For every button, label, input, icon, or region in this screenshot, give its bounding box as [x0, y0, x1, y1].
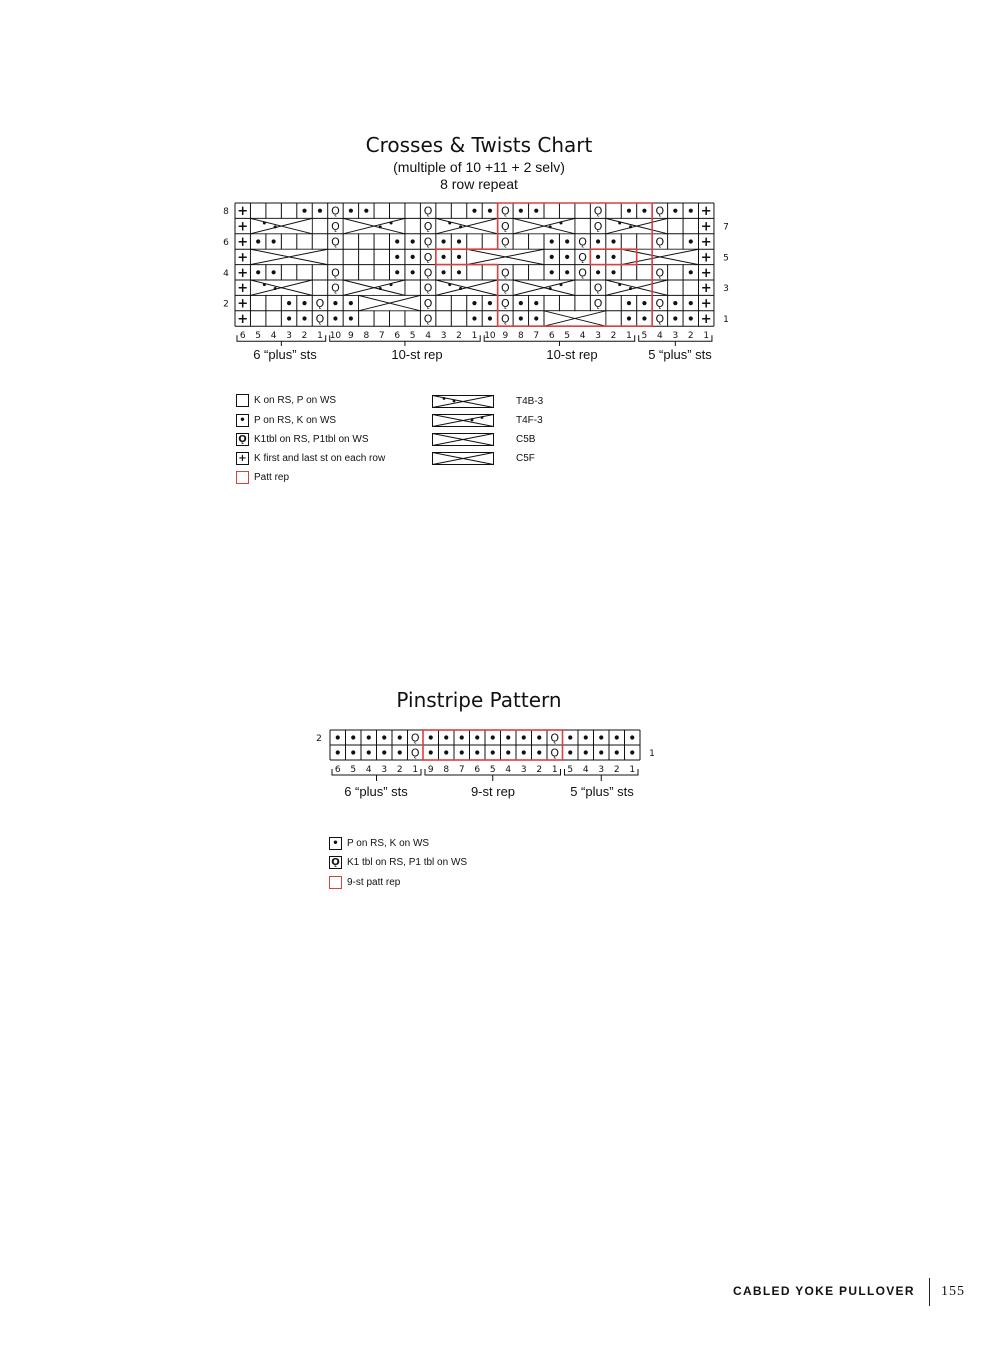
stitch-number: 2 — [456, 331, 462, 342]
cable-dot — [263, 283, 266, 286]
c5f-cable-icon — [432, 452, 494, 465]
purl-stitch — [441, 239, 445, 243]
purl-stitch — [429, 750, 433, 754]
chart1-range-plus6: 6 “plus” sts — [253, 347, 317, 362]
purl-stitch — [333, 301, 337, 305]
purl-stitch — [488, 316, 492, 320]
cable-dot — [448, 283, 451, 286]
selvage-stitch: + — [237, 204, 249, 220]
legend2-k1tbl-label: K1 tbl on RS, P1 tbl on WS — [347, 857, 468, 868]
twisted-stitch: Ǫ — [315, 297, 325, 311]
selvage-stitch: + — [237, 312, 249, 327]
twisted-stitch: Ǫ — [593, 297, 603, 311]
range-bracket — [237, 335, 326, 341]
stitch-number: 2 — [687, 331, 694, 342]
selvage-stitch: + — [700, 219, 712, 235]
t4f-cable-icon — [432, 414, 494, 427]
twisted-stitch: Ǫ — [501, 220, 510, 234]
twisted-stitch: Ǫ — [331, 281, 340, 295]
legend-selvage-label: K first and last st on each row — [254, 453, 386, 464]
purl-stitch — [689, 239, 693, 243]
selvage-stitch: + — [700, 250, 712, 266]
stitch-number: 8 — [517, 331, 524, 342]
row-number-left: 4 — [223, 268, 229, 279]
legend-purl-label: P on RS, K on WS — [254, 415, 337, 426]
stitch-number: 5 — [567, 765, 574, 775]
stitch-number: 5 — [350, 765, 357, 775]
purl-stitch — [488, 209, 492, 213]
legend-c5b-label: C5B — [516, 434, 536, 445]
legend-k1tbl-label: K1tbl on RS, P1tbl on WS — [254, 434, 369, 445]
twisted-stitch: Ǫ — [501, 281, 510, 295]
cable-dot — [448, 222, 451, 225]
selvage-stitch: + — [700, 204, 712, 220]
knit-symbol-icon — [236, 394, 249, 407]
chart1-range-rep-a: 10-st rep — [391, 347, 443, 362]
twisted-stitch: Ǫ — [655, 297, 665, 311]
purl-stitch — [599, 735, 603, 739]
twisted-stitch: Ǫ — [550, 731, 560, 745]
twisted-stitch: Ǫ — [501, 297, 510, 311]
stitch-number: 9 — [348, 331, 354, 342]
legend2-purl-label: P on RS, K on WS — [347, 838, 430, 849]
purl-stitch — [565, 270, 569, 274]
purl-stitch — [349, 301, 353, 305]
twisted-stitch: Ǫ — [655, 266, 665, 280]
legend2-purl — [329, 837, 429, 850]
twisted-stitch: Ǫ — [331, 204, 340, 218]
purl-stitch — [611, 239, 615, 243]
purl-stitch — [615, 750, 619, 754]
purl-stitch — [472, 209, 476, 213]
legend-patt-rep-label: Patt rep — [254, 472, 290, 483]
stitch-number: 2 — [301, 331, 308, 342]
purl-stitch — [491, 750, 495, 754]
t4b-cable-icon — [432, 395, 494, 408]
legend-t4f — [432, 414, 543, 427]
legend-patt-rep — [236, 471, 289, 484]
cable-dot — [263, 222, 266, 225]
twisted-stitch: Ǫ — [331, 220, 340, 234]
purl-stitch — [256, 270, 260, 274]
chart2-title: Pinstripe Pattern — [396, 688, 562, 712]
purl-stitch — [444, 735, 448, 739]
twisted-stitch: Ǫ — [501, 312, 510, 326]
selvage-stitch: + — [237, 250, 249, 266]
purl-stitch — [584, 735, 588, 739]
purl-stitch — [506, 750, 510, 754]
purl-stitch — [488, 301, 492, 305]
stitch-number: 4 — [365, 765, 372, 775]
purl-stitch — [441, 255, 445, 259]
purl-stitch — [550, 270, 554, 274]
purl-stitch — [272, 270, 276, 274]
row-number-right: 7 — [723, 222, 729, 233]
cable-dot — [549, 287, 552, 290]
purl-stitch — [611, 255, 615, 259]
purl-dot-icon: • — [329, 837, 342, 850]
stitch-number: 3 — [286, 331, 292, 342]
selvage-stitch: + — [700, 265, 712, 281]
stitch-number: 1 — [626, 331, 632, 342]
legend-c5f — [432, 452, 535, 465]
cable-dot — [629, 225, 632, 228]
purl-stitch — [287, 316, 291, 320]
purl-stitch — [395, 239, 399, 243]
purl-stitch — [506, 735, 510, 739]
stitch-number: 4 — [657, 331, 663, 342]
pattern-repeat-outline-icon — [329, 876, 342, 889]
stitch-number: 2 — [613, 765, 620, 775]
selvage-stitch: + — [237, 281, 249, 297]
purl-stitch — [398, 735, 402, 739]
stitch-number: 3 — [520, 765, 527, 775]
purl-stitch — [302, 301, 306, 305]
purl-stitch — [475, 735, 479, 739]
purl-stitch — [568, 750, 572, 754]
twisted-stitch: Ǫ — [593, 281, 603, 295]
selvage-stitch: + — [700, 312, 712, 327]
purl-stitch — [630, 750, 634, 754]
stitch-number: 5 — [641, 331, 648, 342]
purl-stitch — [336, 735, 340, 739]
stitch-number: 4 — [425, 331, 431, 342]
stitch-number: 8 — [363, 331, 370, 342]
selvage-stitch: + — [700, 235, 712, 250]
purl-stitch — [302, 209, 306, 213]
legend-k1tbl — [236, 433, 369, 446]
footer-divider — [929, 1278, 930, 1306]
purl-stitch — [689, 270, 693, 274]
purl-stitch — [349, 316, 353, 320]
twisted-stitch: Ǫ — [593, 220, 603, 234]
cable-dot — [274, 225, 277, 228]
purl-stitch — [673, 316, 677, 320]
chart1-subtitle-multiple: (multiple of 10 +11 + 2 selv) — [393, 159, 565, 175]
chart1-subtitle-repeat: 8 row repeat — [440, 176, 518, 192]
stitch-number: 7 — [378, 331, 385, 342]
purl-stitch — [673, 209, 677, 213]
twisted-stitch: Ǫ — [550, 746, 560, 760]
twisted-stitch: Ǫ — [655, 204, 665, 218]
cable-dot — [549, 225, 552, 228]
purl-stitch — [565, 239, 569, 243]
purl-stitch — [534, 316, 538, 320]
purl-stitch — [395, 270, 399, 274]
purl-stitch — [395, 255, 399, 259]
purl-stitch — [411, 255, 415, 259]
purl-stitch — [429, 735, 433, 739]
row-number-left: 2 — [316, 734, 322, 744]
selvage-stitch: + — [700, 281, 712, 297]
twisted-stitch: Ǫ — [423, 297, 433, 311]
stitch-number: 3 — [381, 765, 388, 775]
twisted-stitch: Ǫ — [423, 250, 433, 264]
purl-stitch — [351, 735, 355, 739]
chart2-range-plus5: 5 “plus” sts — [570, 784, 634, 799]
running-footer-title: CABLED YOKE PULLOVER — [733, 1284, 915, 1298]
range-bracket — [332, 769, 421, 775]
twisted-stitch: Ǫ — [331, 235, 340, 249]
legend-t4b-label: T4B-3 — [516, 396, 544, 407]
stitch-number: 1 — [551, 765, 558, 775]
purl-stitch — [336, 750, 340, 754]
purl-stitch — [460, 750, 464, 754]
legend-knit-label: K on RS, P on WS — [254, 395, 337, 406]
purl-stitch — [627, 209, 631, 213]
purl-stitch — [599, 750, 603, 754]
selvage-stitch: + — [700, 296, 712, 312]
purl-stitch — [630, 735, 634, 739]
selvage-stitch: + — [237, 265, 249, 281]
legend-c5f-label: C5F — [516, 453, 535, 464]
purl-stitch — [460, 735, 464, 739]
purl-stitch — [472, 301, 476, 305]
purl-stitch — [475, 750, 479, 754]
purl-stitch — [689, 209, 693, 213]
stitch-number: 1 — [412, 765, 419, 775]
stitch-number: 7 — [458, 765, 465, 775]
twisted-stitch: Ǫ — [655, 235, 665, 249]
stitch-number: 6 — [548, 331, 555, 342]
twisted-stitch: Ǫ — [315, 312, 325, 326]
cable-dot — [618, 222, 621, 225]
selvage-stitch: + — [237, 235, 249, 250]
twisted-stitch-icon: Ǫ — [236, 433, 249, 446]
purl-stitch — [491, 735, 495, 739]
cable-dot — [274, 287, 277, 290]
purl-stitch — [367, 735, 371, 739]
twisted-stitch: Ǫ — [423, 235, 433, 249]
legend-purl — [236, 414, 336, 427]
row-number-right: 5 — [723, 253, 729, 264]
stitch-number: 5 — [255, 331, 262, 342]
chart1-range-rep-b: 10-st rep — [546, 347, 598, 362]
stitch-number: 6 — [239, 331, 246, 342]
legend-c5b — [432, 433, 535, 446]
row-number-right: 3 — [723, 284, 729, 295]
purl-stitch — [272, 239, 276, 243]
purl-stitch — [519, 209, 523, 213]
stitch-number: 9 — [427, 765, 434, 775]
twisted-stitch: Ǫ — [423, 281, 433, 295]
twisted-stitch: Ǫ — [578, 235, 587, 249]
stitch-number: 5 — [489, 765, 496, 775]
twisted-stitch: Ǫ — [331, 266, 340, 280]
purl-stitch — [596, 255, 600, 259]
stitch-number: 3 — [440, 331, 447, 342]
purl-stitch — [472, 316, 476, 320]
row-number-left: 2 — [223, 299, 229, 310]
purl-stitch — [519, 316, 523, 320]
purl-stitch — [333, 316, 337, 320]
purl-stitch — [689, 316, 693, 320]
crosses-twists-chart-grid — [210, 198, 740, 346]
purl-stitch — [584, 750, 588, 754]
stitch-number: 6 — [474, 765, 481, 775]
purl-stitch — [457, 270, 461, 274]
cable-dot — [559, 283, 562, 286]
cable-dot — [390, 222, 393, 225]
twisted-stitch: Ǫ — [423, 220, 433, 234]
chart2-range-plus6: 6 “plus” sts — [344, 784, 408, 799]
stitch-number: 3 — [595, 331, 601, 342]
stitch-number: 5 — [564, 331, 571, 342]
purl-stitch — [349, 209, 353, 213]
purl-stitch — [642, 209, 646, 213]
stitch-number: 1 — [629, 765, 636, 775]
purl-stitch — [367, 750, 371, 754]
twisted-stitch: Ǫ — [578, 250, 587, 264]
twisted-stitch: Ǫ — [410, 731, 420, 745]
cable-dot — [629, 287, 632, 290]
purl-stitch — [673, 301, 677, 305]
legend2-k1tbl — [329, 856, 467, 869]
purl-stitch — [256, 239, 260, 243]
row-number-left: 8 — [223, 207, 229, 218]
purl-stitch — [537, 750, 541, 754]
twisted-stitch: Ǫ — [423, 204, 433, 218]
stitch-number: 1 — [471, 331, 478, 342]
purl-stitch — [534, 209, 538, 213]
stitch-number: 8 — [443, 765, 450, 775]
purl-stitch — [522, 750, 526, 754]
purl-stitch — [441, 270, 445, 274]
chart1-range-plus5: 5 “plus” sts — [648, 347, 712, 362]
selvage-plus-icon: + — [236, 452, 249, 465]
stitch-number: 10 — [329, 331, 342, 342]
purl-stitch — [411, 270, 415, 274]
stitch-number: 9 — [502, 331, 509, 342]
legend2-rep — [329, 876, 400, 889]
row-number-right: 1 — [649, 749, 655, 759]
stitch-number: 3 — [598, 765, 605, 775]
pinstripe-chart-grid — [312, 726, 657, 782]
purl-stitch — [351, 750, 355, 754]
purl-stitch — [627, 316, 631, 320]
purl-dot-icon: • — [236, 414, 249, 427]
purl-stitch — [611, 270, 615, 274]
purl-stitch — [411, 239, 415, 243]
purl-stitch — [382, 750, 386, 754]
twisted-stitch: Ǫ — [423, 312, 433, 326]
twisted-stitch: Ǫ — [501, 266, 510, 280]
purl-stitch — [596, 270, 600, 274]
cable-dot — [459, 225, 462, 228]
stitch-number: 1 — [317, 331, 323, 342]
purl-stitch — [382, 735, 386, 739]
purl-stitch — [522, 735, 526, 739]
purl-stitch — [627, 301, 631, 305]
purl-stitch — [364, 209, 368, 213]
purl-stitch — [537, 735, 541, 739]
stitch-number: 2 — [610, 331, 617, 342]
purl-stitch — [689, 301, 693, 305]
stitch-number: 3 — [672, 331, 679, 342]
stitch-number: 4 — [505, 765, 512, 775]
purl-stitch — [565, 255, 569, 259]
cable-dot — [618, 283, 621, 286]
purl-stitch — [318, 209, 322, 213]
selvage-stitch: + — [237, 219, 249, 235]
purl-stitch — [398, 750, 402, 754]
legend-t4f-label: T4F-3 — [516, 415, 543, 426]
stitch-number: 6 — [394, 331, 401, 342]
purl-stitch — [550, 239, 554, 243]
purl-stitch — [642, 301, 646, 305]
cable-dot — [459, 287, 462, 290]
cable-dot — [559, 222, 562, 225]
twisted-stitch: Ǫ — [423, 266, 433, 280]
purl-stitch — [596, 239, 600, 243]
pattern-repeat-outline-icon — [236, 471, 249, 484]
purl-stitch — [519, 301, 523, 305]
purl-stitch — [444, 750, 448, 754]
cable-dot — [390, 283, 393, 286]
legend-knit — [236, 394, 336, 407]
stitch-number: 6 — [334, 765, 341, 775]
row-number-left: 6 — [223, 238, 229, 248]
purl-stitch — [287, 301, 291, 305]
purl-stitch — [642, 316, 646, 320]
chart2-range-rep: 9-st rep — [470, 784, 516, 799]
stitch-number: 4 — [270, 331, 277, 342]
row-number-right: 1 — [723, 315, 729, 325]
purl-stitch — [302, 316, 306, 320]
stitch-number: 5 — [409, 331, 416, 342]
purl-stitch — [457, 239, 461, 243]
purl-stitch — [457, 255, 461, 259]
twisted-stitch-icon: Ǫ — [329, 856, 342, 869]
legend-selvage — [236, 452, 385, 465]
cable-dot — [379, 225, 382, 228]
twisted-stitch: Ǫ — [501, 235, 510, 249]
stitch-number: 7 — [533, 331, 540, 342]
twisted-stitch: Ǫ — [655, 312, 665, 326]
twisted-stitch: Ǫ — [410, 746, 420, 760]
twisted-stitch: Ǫ — [578, 266, 587, 280]
stitch-number: 4 — [579, 331, 586, 342]
selvage-stitch: + — [237, 296, 249, 312]
stitch-number: 1 — [703, 331, 710, 342]
page-number: 155 — [941, 1284, 965, 1299]
stitch-number: 2 — [536, 765, 543, 775]
legend-t4b — [432, 395, 543, 408]
legend2-rep-label: 9-st patt rep — [347, 877, 401, 888]
twisted-stitch: Ǫ — [501, 204, 510, 218]
stitch-number: 4 — [582, 765, 589, 775]
stitch-number: 10 — [484, 331, 496, 342]
twisted-stitch: Ǫ — [593, 204, 603, 218]
stitch-number: 2 — [396, 765, 403, 775]
cable-dot — [379, 287, 382, 290]
purl-stitch — [615, 735, 619, 739]
purl-stitch — [568, 735, 572, 739]
c5b-cable-icon — [432, 433, 494, 446]
purl-stitch — [550, 255, 554, 259]
purl-stitch — [534, 301, 538, 305]
chart1-title: Crosses & Twists Chart — [365, 133, 593, 157]
